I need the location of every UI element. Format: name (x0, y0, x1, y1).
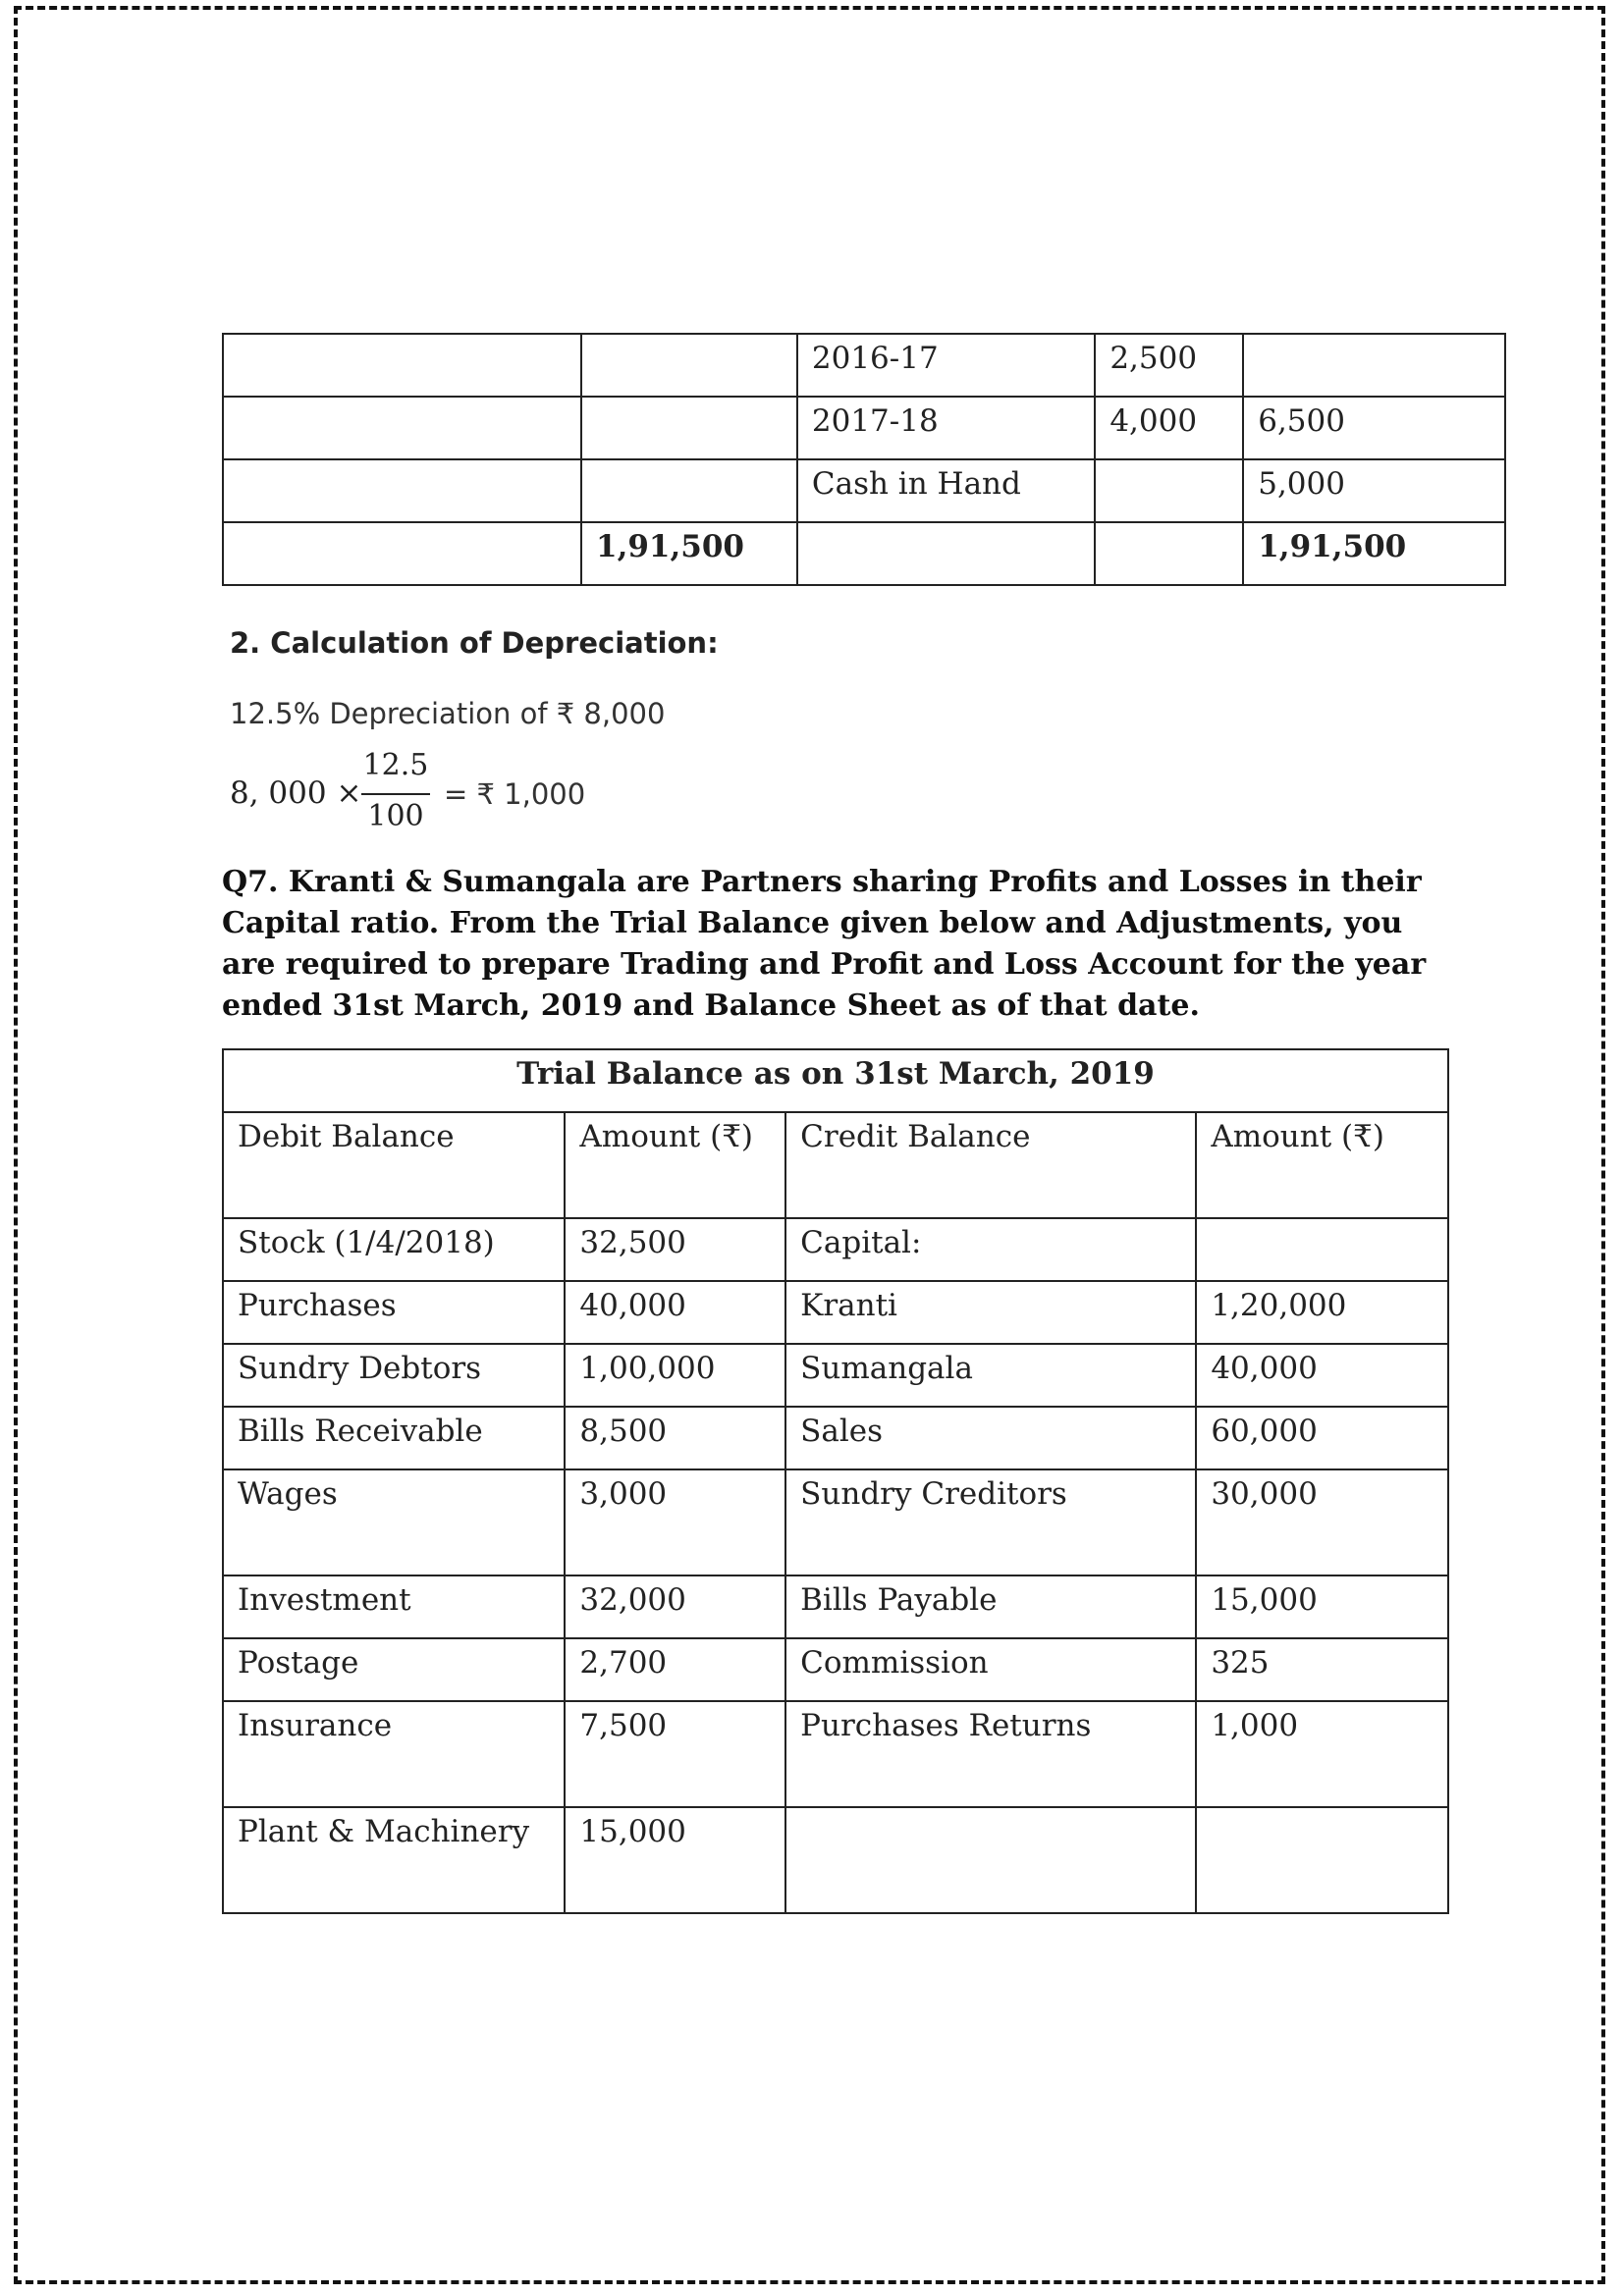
total-row (223, 522, 1505, 585)
table-cell: 5,000 (1243, 459, 1505, 522)
formula-denominator: 100 (367, 799, 424, 833)
table-cell: Purchases Returns (785, 1701, 1196, 1807)
table-cell: 15,000 (565, 1807, 785, 1913)
table-cell (223, 522, 581, 585)
table-cell (1095, 522, 1243, 585)
table-cell: Kranti (785, 1281, 1196, 1344)
table-cell: 30,000 (1196, 1469, 1448, 1575)
depreciation-line: 12.5% Depreciation of ₹ 8,000 (230, 697, 666, 730)
table-cell: 32,500 (565, 1218, 785, 1281)
table-row (223, 1469, 1448, 1575)
table-cell: Purchases (223, 1281, 565, 1344)
table-cell: Sundry Debtors (223, 1344, 565, 1407)
table-cell: 8,500 (565, 1407, 785, 1469)
table-row (223, 459, 1505, 522)
table-cell: Plant & Machinery (223, 1807, 565, 1913)
table-cell: Postage (223, 1638, 565, 1701)
table-header-row (223, 1112, 1448, 1218)
table-cell: 40,000 (1196, 1344, 1448, 1407)
column-header: Amount (₹) (565, 1112, 785, 1218)
table-cell: Insurance (223, 1701, 565, 1807)
table-cell: 1,00,000 (565, 1344, 785, 1407)
formula-lhs: 8, 000 × (230, 775, 362, 811)
table-cell: Wages (223, 1469, 565, 1575)
table-row (223, 1638, 1448, 1701)
depreciation-formula (230, 748, 622, 836)
question-text: Q7. Kranti & Sumangala are Partners sharing Profits and Losses in their Capital ratio. From the Trial Balance given below and Adjustments, you are required to prepare Trading and Profit and Loss Account for the year ended 31st March, 2019 and Balance Sheet as of that date. (222, 865, 1427, 1023)
table-cell: Commission (785, 1638, 1196, 1701)
table-cell: 6,500 (1243, 397, 1505, 459)
table-cell: Sumangala (785, 1344, 1196, 1407)
formula-result: = ₹ 1,000 (444, 777, 586, 811)
table-cell: Stock (1/4/2018) (223, 1218, 565, 1281)
depreciation-heading: 2. Calculation of Depreciation: (230, 626, 719, 660)
trial-balance-table (222, 1048, 1449, 1914)
table-cell (581, 397, 797, 459)
table-cell (223, 459, 581, 522)
table-row (223, 397, 1505, 459)
fraction-bar (361, 793, 430, 795)
column-header: Credit Balance (785, 1112, 1196, 1218)
table-cell: 1,20,000 (1196, 1281, 1448, 1344)
table-cell (1196, 1218, 1448, 1281)
table-cell: 1,000 (1196, 1701, 1448, 1807)
total-left: 1,91,500 (581, 522, 797, 585)
table-cell: 325 (1196, 1638, 1448, 1701)
table-title-row (223, 1049, 1448, 1112)
table-cell (1196, 1807, 1448, 1913)
table-row (223, 1701, 1448, 1807)
table-cell: 15,000 (1196, 1575, 1448, 1638)
table-row (223, 1407, 1448, 1469)
table-cell (581, 334, 797, 397)
table-row (223, 1344, 1448, 1407)
table-cell: Capital: (785, 1218, 1196, 1281)
table-cell: 60,000 (1196, 1407, 1448, 1469)
table-cell (785, 1807, 1196, 1913)
table-row (223, 1281, 1448, 1344)
table-cell (223, 397, 581, 459)
table-row (223, 1575, 1448, 1638)
table-cell: 2,700 (565, 1638, 785, 1701)
table-cell: Bills Payable (785, 1575, 1196, 1638)
table-cell: 32,000 (565, 1575, 785, 1638)
table-row (223, 1807, 1448, 1913)
table-cell: 3,000 (565, 1469, 785, 1575)
table-cell: Sales (785, 1407, 1196, 1469)
table-cell (581, 459, 797, 522)
table-cell: 2017-18 (797, 397, 1095, 459)
table-row (223, 334, 1505, 397)
table-cell (223, 334, 581, 397)
table-row (223, 1218, 1448, 1281)
table-cell: 2016-17 (797, 334, 1095, 397)
table-cell: 7,500 (565, 1701, 785, 1807)
table-cell: Bills Receivable (223, 1407, 565, 1469)
total-right: 1,91,500 (1243, 522, 1505, 585)
column-header: Amount (₹) (1196, 1112, 1448, 1218)
table-cell: 2,500 (1095, 334, 1243, 397)
continuation-table (222, 333, 1506, 586)
table-cell: 40,000 (565, 1281, 785, 1344)
table-cell (1243, 334, 1505, 397)
formula-numerator: 12.5 (362, 748, 429, 782)
trial-balance-title: Trial Balance as on 31st March, 2019 (223, 1049, 1448, 1112)
table-cell (1095, 459, 1243, 522)
table-cell: Sundry Creditors (785, 1469, 1196, 1575)
column-header: Debit Balance (223, 1112, 565, 1218)
table-cell: Cash in Hand (797, 459, 1095, 522)
table-cell (797, 522, 1095, 585)
table-cell: 4,000 (1095, 397, 1243, 459)
table-cell: Investment (223, 1575, 565, 1638)
